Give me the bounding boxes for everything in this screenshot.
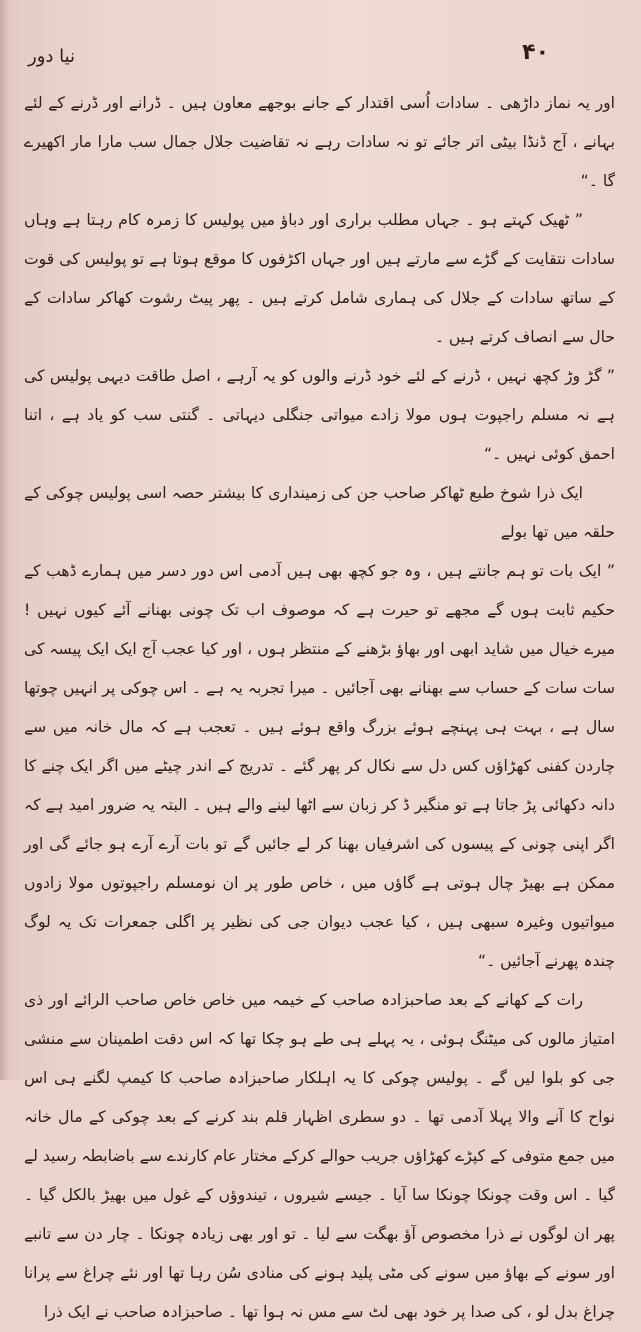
page-header <box>28 42 613 82</box>
paragraph: ایک ذرا شوخ طبع ٹھاکر صاحب جن کی زمینداری کا بیشتر حصہ اسی پولیس چوکی کے حلقہ میں تھا بولے <box>24 484 615 541</box>
paragraph: رات کے کھانے کے بعد صاحبزادہ صاحب کے خیمہ میں خاص خاص صاحب الرائے اور ذی امتیاز مالوں کی میٹنگ ہوئی ، یہ پہلے ہی طے ہو چکا تھا کہ اس دقت اطمینان سے منشی جی کو بلوا لیں گے ۔ پولیس چوکی کا یہ اہلکار صاحبزادہ صاحب کا کیمپ لگنے ہی اس نواح کا آنے والا پہلا آدمی تھا ۔ دو سطری اظہار قلم بند کرنے کے بعد چوکی کے مال خانہ میں جمع متوفی کے کپڑے کھڑاؤں جریب حوالے کرکے مختار عام کارندے سے باضابطہ رسید لے گیا ۔ اس وقت چونکا چونکا سا آیا ۔ جیسے شیروں ، تیندوؤں کے غول میں بھیڑ بالکل گیا ۔ پھر ان لوگوں نے ذرا مخصوص آؤ بھگت سے لیا ۔ تو اور بھی زیادہ چونکا ۔ چار دن سے تانبے اور سونے کے بھاؤ میں سونے کی مٹی پلید ہونے کی منادی سُن رہا تھا اور نئے چراغ سے پرانا چراغ بدل لو ، کی صدا پر خود بھی لٹ سے مس نہ ہوا تھا ۔ صاحبزادہ صاحب نے ایک ذرا <box>24 991 615 1321</box>
paragraph: ” گڑ وڑ کچھ نہیں ، ڈرنے کے لئے خود ڈرنے والوں کو یہ آرہے ، اصل طاقت دیہی پولیس کی ہے نہ مسلم راجپوت ہوں مولا زادے میواتی جنگلی دیہاتی ۔ گنتی سب کو یاد ہے ، اتنا احمق کوئی نہیں ۔“ <box>24 367 615 463</box>
paragraph: اور یہ نماز داڑھی ۔ سادات اُسی اقتدار کے جانے بوجھے معاون ہیں ۔ ڈرانے اور ڈرنے کے لئے بہانے ، آج ڈنڈا بیٹی اتر جائے تو نہ سادات رہے نہ تقاضیت جلال جمال سب مارا مار اکھیرے گا ۔“ <box>24 94 615 190</box>
paragraph: ” ایک بات تو ہم جانتے ہیں ، وہ جو کچھ بھی ہیں آدمی اس دور دسر میں ہمارے ڈھب کے حکیم ثابت ہوں گے مجھے تو حیرت ہے کہ موصوف اب تک چونی بھنانے آئے کیوں نہیں ! میرے خیال میں شاید ابھی اور بھاؤ بڑھنے کے منتظر ہوں ، اور کیا عجب آج ایک ایک پیسہ کی سات سات کے حساب سے بھنانے بھی آجائیں ۔ میرا تجربہ یہ ہے ۔ اس چوکی پر انہیں چوتھا سال ہے ، بہت ہی پہنچے ہوئے بزرگ واقع ہوئے ہیں ۔ تعجب ہے کہ مال خانہ میں سے چاردن کفنی کھڑاؤں کس دل سے نکال کر پھر گئے ۔ تدریج کے اندر چیٹے میں اگر ایک چنے کا دانہ دکھائی پڑ جاتا ہے تو منگیر ڈ کر زبان سے اٹھا لینے والے ہیں ۔ البتہ یہ ضرور امید ہے کہ اگر اپنی چونی کے پیسوں کی اشرفیاں بھنا کر لے جائیں گے تو بات آرے آرے ہو جائے گی اور ممکن ہے بھیڑ چال ہوتی ہے گاؤں میں ، خاص طور پر ان نومسلم راجپوتوں مولا زادوں میواتیوں وغیرہ سبھی ہیں ، کیا عجب دیوان جی کی نظیر پر اگلی جمعرات تک یہ لوگ چندہ پھرنے آجائیں ۔“ <box>24 562 615 970</box>
paragraph: ” ٹھیک کہتے ہو ۔ جہاں مطلب براری اور دباؤ میں پولیس کا زمرہ کام رہتا ہے وہاں سادات نتقایت کے گڑے سے مارتے ہیں اور جہاں اکڑفوں کا موقع ہوتا ہے تو پولیس کی قوت کے ساتھ سادات کے جلال کی ہماری شامل کرتے ہیں ۔ پھر پیٹ رشوت کھاکر سادات کے حال سے انصاف کرتے ہیں ۔ <box>24 211 615 346</box>
running-title: نیا دور <box>28 46 76 67</box>
page-number: ۴۰ <box>522 40 549 65</box>
body-text <box>24 84 615 1321</box>
